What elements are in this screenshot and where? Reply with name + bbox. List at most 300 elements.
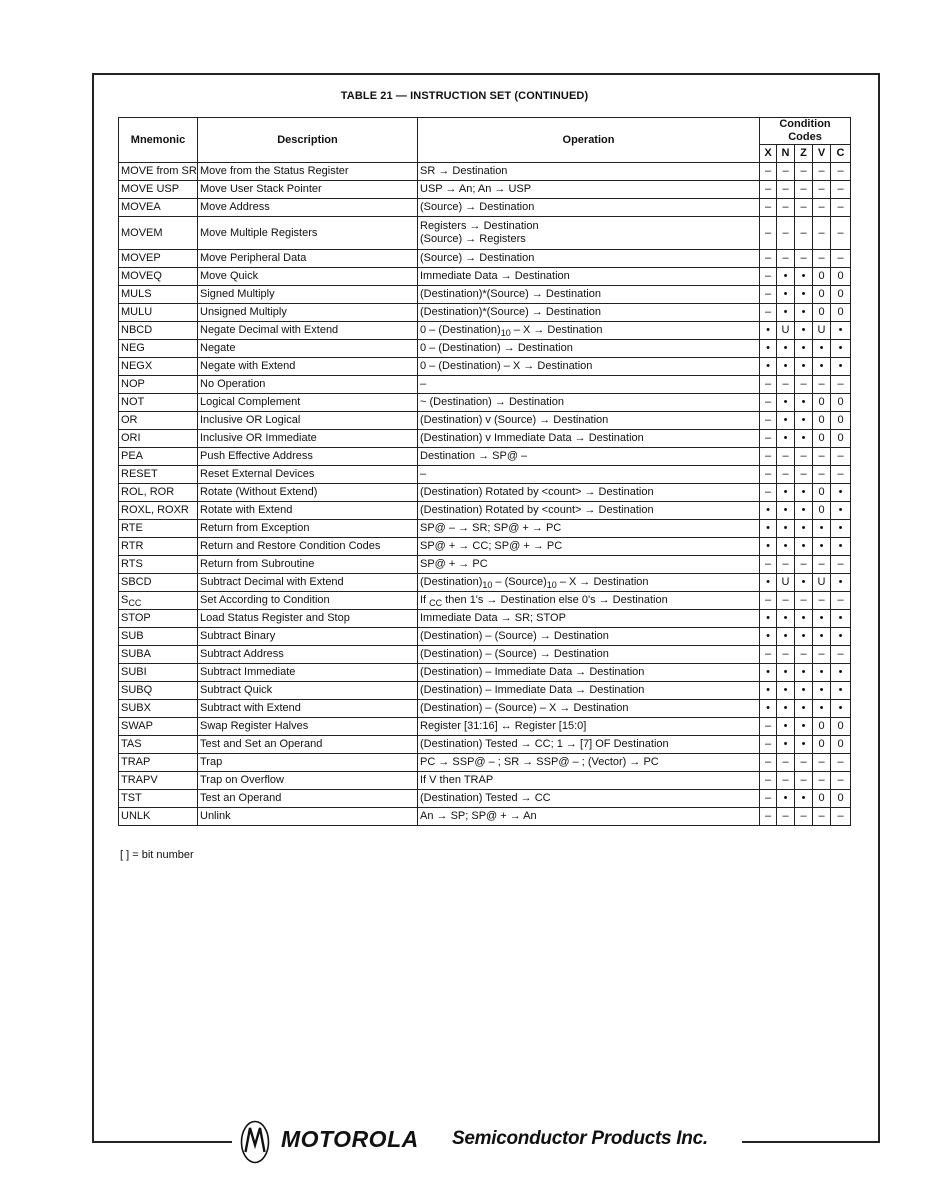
cell-flag-z: •	[795, 574, 813, 592]
cell-flag-n: –	[777, 466, 795, 484]
cell-flag-n: •	[777, 610, 795, 628]
cell-flag-c: –	[831, 754, 851, 772]
cell-flag-n: –	[777, 556, 795, 574]
cell-flag-x: –	[760, 394, 777, 412]
cell-operation: PC → SSP@ – ; SR → SSP@ – ; (Vector) → PC	[418, 754, 760, 772]
cell-operation: Destination → SP@ –	[418, 448, 760, 466]
cell-flag-x: •	[760, 520, 777, 538]
cell-flag-c: •	[831, 610, 851, 628]
table-row	[119, 664, 851, 682]
cell-operation: 0 – (Destination) – X → Destination	[418, 358, 760, 376]
cell-mnemonic: NBCD	[119, 322, 198, 340]
cell-flag-z: •	[795, 268, 813, 286]
cell-flag-z: •	[795, 286, 813, 304]
cell-description: Return from Subroutine	[198, 556, 418, 574]
cell-operation: (Destination) – (Source) → Destination	[418, 628, 760, 646]
operation-subscript: 10	[500, 328, 511, 338]
cell-flag-x: •	[760, 538, 777, 556]
cell-flag-z: –	[795, 556, 813, 574]
table-row	[119, 430, 851, 448]
cell-flag-c: –	[831, 592, 851, 610]
cell-flag-x: •	[760, 502, 777, 520]
cell-mnemonic: MOVEP	[119, 250, 198, 268]
cell-mnemonic: TST	[119, 790, 198, 808]
cell-flag-c: 0	[831, 268, 851, 286]
cell-flag-x: –	[760, 646, 777, 664]
table-row	[119, 163, 851, 181]
cell-flag-n: U	[777, 322, 795, 340]
cell-flag-v: •	[813, 340, 831, 358]
cell-flag-c: –	[831, 772, 851, 790]
cell-flag-n: •	[777, 340, 795, 358]
cell-flag-v: 0	[813, 790, 831, 808]
cell-flag-v: –	[813, 199, 831, 217]
cell-flag-x: –	[760, 217, 777, 250]
cell-flag-c: –	[831, 163, 851, 181]
cell-flag-c: •	[831, 520, 851, 538]
cell-mnemonic	[119, 592, 198, 610]
cell-flag-n: •	[777, 718, 795, 736]
brand-name: MOTOROLA	[281, 1126, 419, 1152]
cell-mnemonic: MOVE USP	[119, 181, 198, 199]
cell-flag-x: •	[760, 700, 777, 718]
cell-flag-v: –	[813, 250, 831, 268]
table-row	[119, 358, 851, 376]
operation-text: – X → Destination	[510, 324, 603, 336]
operation-subscript: 10	[546, 580, 557, 590]
cell-flag-c: 0	[831, 736, 851, 754]
table-row	[119, 772, 851, 790]
cell-flag-z: –	[795, 466, 813, 484]
operation-line: Registers → Destination	[420, 220, 539, 232]
cell-mnemonic: NEG	[119, 340, 198, 358]
cell-flag-z: –	[795, 217, 813, 250]
operation-text: – X → Destination	[556, 576, 649, 588]
cell-flag-c: •	[831, 628, 851, 646]
cell-flag-c: –	[831, 199, 851, 217]
table-row	[119, 754, 851, 772]
cell-mnemonic: SUB	[119, 628, 198, 646]
cell-flag-x: •	[760, 682, 777, 700]
cell-flag-x: –	[760, 412, 777, 430]
cell-flag-n: •	[777, 700, 795, 718]
table-row	[119, 682, 851, 700]
cell-flag-z: •	[795, 718, 813, 736]
cell-flag-z: •	[795, 340, 813, 358]
cell-flag-c: •	[831, 358, 851, 376]
table-row	[119, 808, 851, 826]
cell-flag-z: •	[795, 502, 813, 520]
instruction-set-table	[118, 117, 851, 826]
cell-flag-v: •	[813, 700, 831, 718]
cell-description: Subtract Binary	[198, 628, 418, 646]
cell-mnemonic: MOVEM	[119, 217, 198, 250]
cell-operation: SP@ + → CC; SP@ + → PC	[418, 538, 760, 556]
cell-flag-v: 0	[813, 430, 831, 448]
cell-flag-x: –	[760, 466, 777, 484]
operation-text: – (Source)	[492, 576, 547, 588]
cell-description: Negate with Extend	[198, 358, 418, 376]
header-flag-x: X	[760, 145, 777, 163]
cell-flag-c: •	[831, 664, 851, 682]
cell-flag-v: 0	[813, 412, 831, 430]
table-row	[119, 322, 851, 340]
cell-mnemonic: RESET	[119, 466, 198, 484]
cell-flag-z: •	[795, 520, 813, 538]
table-row	[119, 286, 851, 304]
table-row	[119, 790, 851, 808]
header-description: Description	[198, 118, 418, 163]
cell-description: Rotate with Extend	[198, 502, 418, 520]
cell-flag-z: –	[795, 646, 813, 664]
cell-flag-v: –	[813, 772, 831, 790]
cell-flag-c: –	[831, 250, 851, 268]
cell-mnemonic: SUBX	[119, 700, 198, 718]
header-mnemonic: Mnemonic	[119, 118, 198, 163]
header-condition-codes	[760, 118, 851, 145]
cell-flag-v: •	[813, 664, 831, 682]
cell-flag-n: –	[777, 217, 795, 250]
cell-flag-x: –	[760, 181, 777, 199]
table-row	[119, 646, 851, 664]
cell-operation: (Destination)*(Source) → Destination	[418, 286, 760, 304]
cell-mnemonic: MULS	[119, 286, 198, 304]
cell-description: Set According to Condition	[198, 592, 418, 610]
table-row	[119, 556, 851, 574]
header-flag-v: V	[813, 145, 831, 163]
cell-flag-n: •	[777, 538, 795, 556]
table-row	[119, 394, 851, 412]
header-operation: Operation	[418, 118, 760, 163]
cell-flag-n: •	[777, 304, 795, 322]
cell-description: Trap	[198, 754, 418, 772]
cell-description: Push Effective Address	[198, 448, 418, 466]
header-condition-line1: Condition	[779, 118, 831, 130]
operation-line: (Source) → Registers	[420, 233, 526, 245]
cell-flag-n: –	[777, 181, 795, 199]
cell-mnemonic: MOVEQ	[119, 268, 198, 286]
cell-flag-n: –	[777, 646, 795, 664]
cell-flag-c: –	[831, 808, 851, 826]
cell-mnemonic: ROXL, ROXR	[119, 502, 198, 520]
cell-flag-x: –	[760, 754, 777, 772]
cell-flag-n: •	[777, 484, 795, 502]
cell-operation: (Destination) – Immediate Data → Destination	[418, 682, 760, 700]
cell-flag-z: •	[795, 304, 813, 322]
table-row	[119, 538, 851, 556]
cell-flag-z: •	[795, 664, 813, 682]
table-row	[119, 502, 851, 520]
cell-operation: (Destination) v Immediate Data → Destination	[418, 430, 760, 448]
cell-flag-x: •	[760, 628, 777, 646]
cell-flag-v: 0	[813, 736, 831, 754]
cell-flag-v: •	[813, 610, 831, 628]
cell-operation: (Destination) Rotated by <count> → Destination	[418, 484, 760, 502]
cell-mnemonic: OR	[119, 412, 198, 430]
cell-flag-c: •	[831, 322, 851, 340]
cell-flag-z: •	[795, 358, 813, 376]
cell-flag-z: •	[795, 430, 813, 448]
cell-flag-z: –	[795, 754, 813, 772]
cell-flag-z: •	[795, 628, 813, 646]
cell-description: Move Quick	[198, 268, 418, 286]
cell-flag-n: •	[777, 412, 795, 430]
cell-flag-c: –	[831, 181, 851, 199]
cell-mnemonic: UNLK	[119, 808, 198, 826]
cell-flag-v: –	[813, 466, 831, 484]
cell-flag-c: 0	[831, 304, 851, 322]
cell-flag-n: –	[777, 772, 795, 790]
cell-description: Subtract Immediate	[198, 664, 418, 682]
cell-flag-c: 0	[831, 394, 851, 412]
cell-flag-v: –	[813, 448, 831, 466]
cell-flag-n: •	[777, 736, 795, 754]
cell-flag-v: 0	[813, 286, 831, 304]
operation-text: then 1's → Destination else 0's → Destination	[442, 594, 668, 606]
cell-operation: ~ (Destination) → Destination	[418, 394, 760, 412]
cell-flag-n: –	[777, 163, 795, 181]
cell-description: Inclusive OR Logical	[198, 412, 418, 430]
cell-description: Return from Exception	[198, 520, 418, 538]
header-condition-line2: Codes	[788, 131, 822, 143]
cell-operation: SP@ – → SR; SP@ + → PC	[418, 520, 760, 538]
cell-description: Negate	[198, 340, 418, 358]
cell-flag-v: U	[813, 574, 831, 592]
cell-flag-n: –	[777, 754, 795, 772]
cell-operation: (Destination) – (Source) → Destination	[418, 646, 760, 664]
cell-operation: SP@ + → PC	[418, 556, 760, 574]
cell-flag-x: •	[760, 664, 777, 682]
table-row	[119, 304, 851, 322]
cell-flag-n: •	[777, 430, 795, 448]
table-title: TABLE 21 — INSTRUCTION SET (CONTINUED)	[340, 90, 589, 102]
cell-operation: (Source) → Destination	[418, 199, 760, 217]
cell-mnemonic: RTS	[119, 556, 198, 574]
cell-flag-x: –	[760, 430, 777, 448]
cell-mnemonic: ORI	[119, 430, 198, 448]
cell-description: Load Status Register and Stop	[198, 610, 418, 628]
cell-flag-z: –	[795, 808, 813, 826]
cell-flag-n: U	[777, 574, 795, 592]
cell-flag-v: •	[813, 520, 831, 538]
cell-flag-c: 0	[831, 412, 851, 430]
cell-description: Logical Complement	[198, 394, 418, 412]
cell-flag-n: –	[777, 376, 795, 394]
cell-operation: (Destination) – (Source) – X → Destination	[418, 700, 760, 718]
cell-flag-c: •	[831, 484, 851, 502]
cell-flag-x: –	[760, 772, 777, 790]
cell-mnemonic: ROL, ROR	[119, 484, 198, 502]
cell-description: Unlink	[198, 808, 418, 826]
footer-rule-right	[742, 1141, 880, 1143]
cell-operation: If V then TRAP	[418, 772, 760, 790]
table-row	[119, 736, 851, 754]
cell-flag-x: –	[760, 268, 777, 286]
cell-flag-n: •	[777, 502, 795, 520]
cell-flag-c: –	[831, 376, 851, 394]
cell-flag-v: –	[813, 376, 831, 394]
cell-operation: SR → Destination	[418, 163, 760, 181]
cell-flag-c: –	[831, 646, 851, 664]
cell-flag-x: •	[760, 322, 777, 340]
cell-operation: An → SP; SP@ + → An	[418, 808, 760, 826]
cell-flag-n: •	[777, 664, 795, 682]
cell-mnemonic: MOVEA	[119, 199, 198, 217]
cell-flag-n: –	[777, 592, 795, 610]
cell-flag-n: •	[777, 286, 795, 304]
table-row	[119, 412, 851, 430]
cell-flag-z: –	[795, 181, 813, 199]
cell-description: Subtract Quick	[198, 682, 418, 700]
cell-operation	[418, 592, 760, 610]
cell-operation	[418, 322, 760, 340]
cell-flag-c: 0	[831, 286, 851, 304]
cell-flag-v: –	[813, 592, 831, 610]
cell-flag-v: –	[813, 754, 831, 772]
cell-flag-v: •	[813, 538, 831, 556]
cell-flag-z: •	[795, 736, 813, 754]
header-flag-n: N	[777, 145, 795, 163]
cell-operation: (Destination) Tested → CC; 1 → [7] OF Destination	[418, 736, 760, 754]
cell-flag-z: •	[795, 394, 813, 412]
cell-flag-v: 0	[813, 502, 831, 520]
cell-flag-v: –	[813, 217, 831, 250]
cell-operation: Register [31:16] ↔ Register [15:0]	[418, 718, 760, 736]
table-row	[119, 181, 851, 199]
operation-subscript: 10	[482, 580, 493, 590]
motorola-logo-icon	[240, 1120, 270, 1164]
footnote: [ ] = bit number	[120, 849, 194, 861]
cell-mnemonic: STOP	[119, 610, 198, 628]
cell-flag-n: •	[777, 790, 795, 808]
cell-mnemonic: MOVE from SR	[119, 163, 198, 181]
table-row	[119, 718, 851, 736]
cell-description: Test and Set an Operand	[198, 736, 418, 754]
cell-flag-v: U	[813, 322, 831, 340]
cell-flag-z: •	[795, 610, 813, 628]
table-row	[119, 217, 851, 250]
cell-description: Swap Register Halves	[198, 718, 418, 736]
cell-flag-x: –	[760, 376, 777, 394]
operation-text: 0 – (Destination)	[420, 324, 501, 336]
cell-operation: (Destination) Tested → CC	[418, 790, 760, 808]
cell-flag-c: –	[831, 217, 851, 250]
cell-flag-c: –	[831, 556, 851, 574]
cell-flag-c: •	[831, 574, 851, 592]
cell-flag-c: •	[831, 682, 851, 700]
cell-flag-x: –	[760, 736, 777, 754]
table-row	[119, 700, 851, 718]
cell-operation: –	[418, 376, 760, 394]
cell-flag-v: –	[813, 163, 831, 181]
cell-flag-x: –	[760, 592, 777, 610]
cell-description: Return and Restore Condition Codes	[198, 538, 418, 556]
cell-description: No Operation	[198, 376, 418, 394]
cell-mnemonic: SBCD	[119, 574, 198, 592]
cell-description: Move Multiple Registers	[198, 217, 418, 250]
cell-flag-x: –	[760, 448, 777, 466]
footer-rule-left	[92, 1141, 232, 1143]
table-row	[119, 628, 851, 646]
cell-flag-v: 0	[813, 304, 831, 322]
operation-text: If	[420, 594, 430, 606]
mnemonic-text: S	[121, 594, 129, 606]
cell-flag-z: •	[795, 322, 813, 340]
cell-flag-x: •	[760, 610, 777, 628]
operation-subscript: CC	[429, 598, 443, 608]
cell-flag-n: •	[777, 394, 795, 412]
cell-description: Subtract Decimal with Extend	[198, 574, 418, 592]
cell-flag-v: •	[813, 628, 831, 646]
cell-mnemonic: NOP	[119, 376, 198, 394]
cell-flag-c: •	[831, 538, 851, 556]
cell-flag-z: •	[795, 790, 813, 808]
cell-description: Reset External Devices	[198, 466, 418, 484]
cell-flag-x: –	[760, 250, 777, 268]
cell-description: Unsigned Multiply	[198, 304, 418, 322]
cell-operation: (Destination) v (Source) → Destination	[418, 412, 760, 430]
cell-flag-v: •	[813, 682, 831, 700]
cell-description: Move User Stack Pointer	[198, 181, 418, 199]
cell-flag-n: •	[777, 520, 795, 538]
cell-flag-z: •	[795, 700, 813, 718]
company-name: Semiconductor Products Inc.	[452, 1128, 708, 1149]
cell-flag-c: –	[831, 448, 851, 466]
table-row	[119, 610, 851, 628]
cell-mnemonic: SUBA	[119, 646, 198, 664]
cell-mnemonic: TRAP	[119, 754, 198, 772]
cell-flag-c: 0	[831, 790, 851, 808]
cell-flag-n: –	[777, 808, 795, 826]
cell-description: Test an Operand	[198, 790, 418, 808]
cell-mnemonic: SWAP	[119, 718, 198, 736]
cell-flag-n: •	[777, 682, 795, 700]
cell-description: Move Address	[198, 199, 418, 217]
cell-flag-x: –	[760, 199, 777, 217]
cell-flag-n: •	[777, 358, 795, 376]
cell-description: Subtract with Extend	[198, 700, 418, 718]
cell-flag-z: –	[795, 592, 813, 610]
cell-mnemonic: TRAPV	[119, 772, 198, 790]
table-row	[119, 250, 851, 268]
cell-mnemonic: TAS	[119, 736, 198, 754]
cell-flag-z: –	[795, 376, 813, 394]
cell-description: Signed Multiply	[198, 286, 418, 304]
cell-flag-v: –	[813, 646, 831, 664]
cell-operation	[418, 217, 760, 250]
cell-description: Move from the Status Register	[198, 163, 418, 181]
cell-flag-v: 0	[813, 268, 831, 286]
cell-flag-v: 0	[813, 718, 831, 736]
cell-flag-x: –	[760, 304, 777, 322]
table-row	[119, 199, 851, 217]
cell-flag-c: 0	[831, 430, 851, 448]
table-row	[119, 574, 851, 592]
cell-flag-v: 0	[813, 394, 831, 412]
cell-flag-c: •	[831, 340, 851, 358]
cell-mnemonic: MULU	[119, 304, 198, 322]
cell-flag-x: –	[760, 808, 777, 826]
cell-flag-z: •	[795, 682, 813, 700]
cell-description: Move Peripheral Data	[198, 250, 418, 268]
cell-description: Trap on Overflow	[198, 772, 418, 790]
cell-flag-n: •	[777, 628, 795, 646]
cell-flag-x: •	[760, 340, 777, 358]
cell-operation: (Destination) Rotated by <count> → Destination	[418, 502, 760, 520]
table-row	[119, 340, 851, 358]
cell-operation: Immediate Data → SR; STOP	[418, 610, 760, 628]
operation-text: (Destination)	[420, 576, 483, 588]
